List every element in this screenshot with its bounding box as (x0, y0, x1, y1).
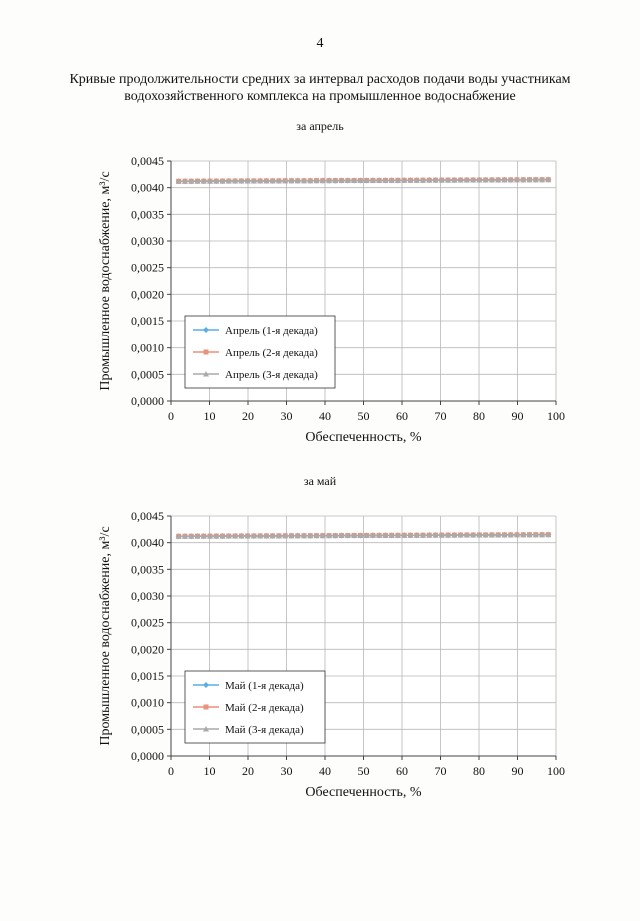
may-xtick-label-10: 100 (547, 764, 565, 778)
april-xtick-label-9: 90 (511, 409, 524, 423)
april-legend-label-2: Апрель (2-я декада) (225, 347, 318, 359)
chart-may-title: за май (303, 474, 337, 488)
may-xtick-label-9: 90 (511, 764, 524, 778)
april-xtick-label-1: 10 (203, 409, 216, 423)
may-ytick-label-6: 0,0030 (131, 589, 164, 603)
may-legend-label-3: Май (3-я декада) (225, 724, 304, 736)
april-y-axis-title: Промышленное водоснабжение, м³/с (98, 171, 113, 391)
april-ytick-label-9: 0,0045 (131, 154, 164, 168)
may-ytick-label-1: 0,0005 (131, 722, 164, 737)
april-xtick-label-6: 60 (396, 409, 408, 423)
may-xtick-label-5: 50 (357, 764, 370, 778)
april-ytick-label-4: 0,0020 (131, 287, 164, 302)
may-legend-label-2: Май (2-я декада) (225, 702, 304, 714)
april-legend-label-1: Апрель (1-я декада) (225, 325, 318, 337)
may-xtick-label-2: 20 (242, 764, 254, 778)
chart-april-title: за апрель (296, 119, 344, 133)
page-number: 4 (316, 36, 324, 51)
may-ytick-label-3: 0,0015 (131, 669, 164, 683)
may-legend-marker-2 (204, 705, 209, 710)
april-ytick-label-0: 0,0000 (131, 394, 164, 408)
may-xtick-label-8: 80 (473, 764, 485, 778)
april-xtick-label-3: 30 (280, 409, 293, 423)
april-xtick-label-8: 80 (473, 409, 485, 423)
may-xtick-label-4: 40 (319, 764, 331, 778)
may-ytick-label-7: 0,0035 (131, 562, 164, 577)
april-ytick-label-8: 0,0040 (131, 180, 164, 195)
document-title (40, 71, 600, 105)
april-ytick-label-7: 0,0035 (131, 207, 164, 222)
may-legend (185, 671, 325, 743)
may-ytick-label-2: 0,0010 (131, 695, 164, 710)
april-xtick-label-10: 100 (547, 409, 565, 423)
may-xtick-label-3: 30 (280, 764, 293, 778)
may-ytick-label-0: 0,0000 (131, 749, 164, 763)
may-ytick-label-5: 0,0025 (131, 615, 164, 630)
chart-may (0, 505, 640, 805)
may-ytick-label-9: 0,0045 (131, 509, 164, 523)
april-legend (185, 316, 335, 388)
april-x-axis-title: Обеспеченность, % (305, 430, 422, 445)
may-xtick-label-6: 60 (396, 764, 408, 778)
may-y-axis-title: Промышленное водоснабжение, м³/с (98, 526, 113, 746)
document-title-line-2: водохозяйственного комплекса на промышленное водоснабжение (124, 89, 516, 104)
april-ytick-label-2: 0,0010 (131, 340, 164, 355)
may-ytick-label-8: 0,0040 (131, 535, 164, 550)
april-ytick-label-5: 0,0025 (131, 260, 164, 275)
april-xtick-label-5: 50 (357, 409, 370, 423)
may-ytick-label-4: 0,0020 (131, 642, 164, 657)
may-legend-label-1: Май (1-я декада) (225, 680, 304, 692)
april-ytick-label-3: 0,0015 (131, 314, 164, 328)
april-xtick-label-2: 20 (242, 409, 254, 423)
april-xtick-label-7: 70 (434, 409, 447, 423)
april-ytick-label-6: 0,0030 (131, 234, 164, 248)
april-xtick-label-0: 0 (168, 409, 174, 423)
document-title-line-1: Кривые продолжительности средних за интервал расходов подачи воды участникам (69, 72, 571, 87)
may-x-axis-title: Обеспеченность, % (305, 785, 422, 800)
april-legend-label-3: Апрель (3-я декада) (225, 369, 318, 381)
may-xtick-label-1: 10 (203, 764, 216, 778)
chart-april (0, 150, 640, 450)
may-xtick-label-0: 0 (168, 764, 174, 778)
may-xtick-label-7: 70 (434, 764, 447, 778)
april-ytick-label-1: 0,0005 (131, 367, 164, 382)
april-legend-marker-2 (204, 350, 209, 355)
april-xtick-label-4: 40 (319, 409, 331, 423)
